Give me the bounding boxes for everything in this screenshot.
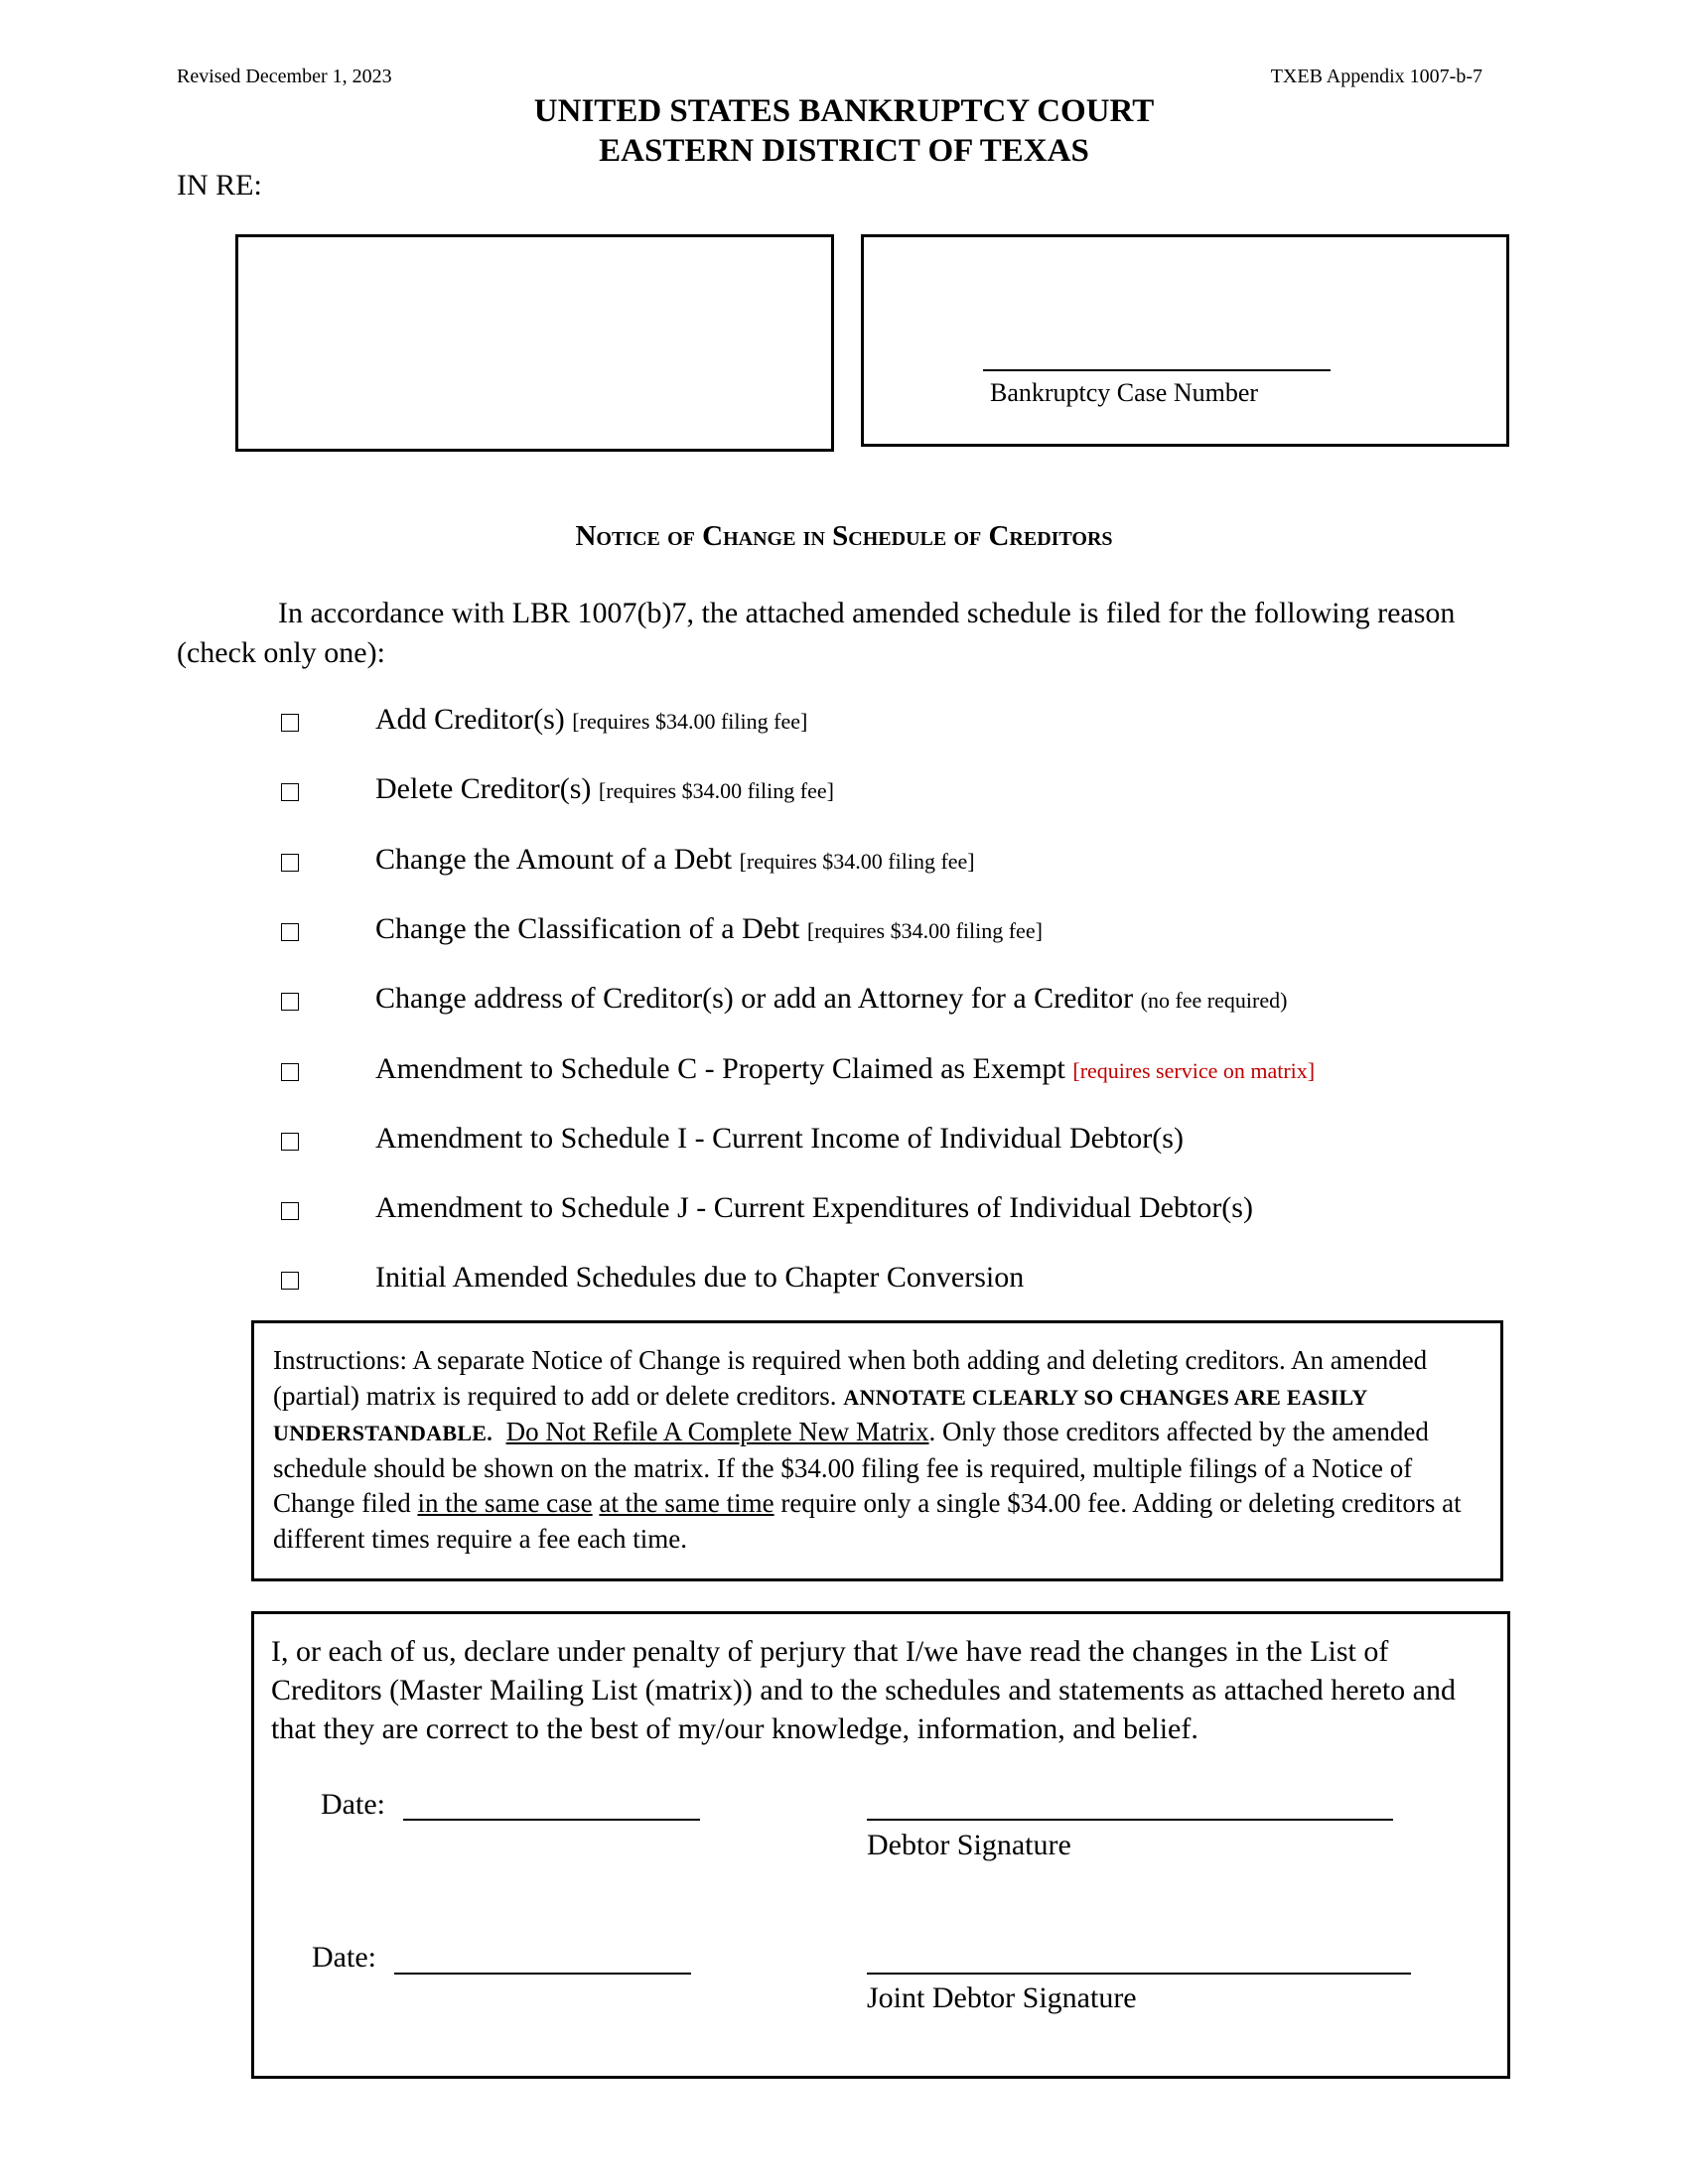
reason-option-label: Amendment to Schedule C - Property Claimed as Exempt xyxy=(375,1052,1065,1085)
reason-option-fee-note: [requires $34.00 filing fee] xyxy=(806,918,1043,943)
notice-title: Notice of Change in Schedule of Creditors xyxy=(575,520,1113,552)
debtor-signature-line[interactable] xyxy=(867,1819,1393,1821)
reason-option-label: Change the Amount of a Debt xyxy=(375,843,733,876)
reason-option xyxy=(375,772,834,806)
case-number-line xyxy=(983,369,1331,371)
reason-checkbox[interactable] xyxy=(281,783,299,801)
reason-checkbox[interactable] xyxy=(281,854,299,872)
reason-option-label: Initial Amended Schedules due to Chapter Conversion xyxy=(375,1261,1025,1294)
date-label-2: Date: xyxy=(312,1941,376,1974)
reason-option-label: Change address of Creditor(s) or add an Attorney for a Creditor xyxy=(375,982,1134,1015)
date-label-1: Date: xyxy=(321,1788,385,1821)
reason-option-label: Change the Classification of a Debt xyxy=(375,912,800,945)
date-field-1[interactable] xyxy=(403,1819,700,1821)
instructions-emphasis: ANNOTATE CLEARLY SO CHANGES ARE EASILY UNDERSTANDABLE. xyxy=(273,1384,1367,1445)
reason-checkbox[interactable] xyxy=(281,1063,299,1081)
reason-option-fee-note: [requires $34.00 filing fee] xyxy=(572,709,808,734)
reason-checkbox[interactable] xyxy=(281,714,299,732)
reason-checkbox[interactable] xyxy=(281,993,299,1011)
intro-paragraph: In accordance with LBR 1007(b)7, the attached amended schedule is filed for the following reason (check only one): xyxy=(177,597,1456,669)
revised-date: Revised December 1, 2023 xyxy=(177,66,392,87)
reason-option-label: Delete Creditor(s) xyxy=(375,772,592,805)
case-number-label: Bankruptcy Case Number xyxy=(990,378,1259,407)
reason-option-fee-note: (no fee required) xyxy=(1140,988,1288,1013)
reason-option xyxy=(375,1261,1024,1295)
reason-option-fee-note: [requires $34.00 filing fee] xyxy=(739,849,975,874)
reason-option-label: Amendment to Schedule J - Current Expenditures of Individual Debtor(s) xyxy=(375,1191,1253,1224)
court-district: EASTERN DISTRICT OF TEXAS xyxy=(599,133,1089,169)
instructions-text: Instructions: A separate Notice of Change is required when both adding and deleting creditors. An amended (partial) matrix is required to add or delete creditors. ANNOTATE CLEARLY SO CHANGES ARE EASILY UNDERSTANDABLE. Do Not Refile A Complete New Matrix. Only those creditors affected by the amended schedule should be shown on the matrix. If the $34.00 filing fee is required, multiple filings of a Notice of Change filed in the same case at the same time require only a single $34.00 fee. Adding or deleting creditors at different times require a fee each time. xyxy=(273,1345,1462,1554)
instructions-box xyxy=(251,1320,1503,1581)
appendix-number: TXEB Appendix 1007-b-7 xyxy=(1270,66,1482,87)
reason-option-fee-note: [requires service on matrix] xyxy=(1072,1058,1316,1083)
reason-option xyxy=(375,1191,1253,1225)
reason-option xyxy=(375,1122,1184,1156)
joint-debtor-signature-line[interactable] xyxy=(867,1973,1411,1975)
reason-option-fee-note: [requires $34.00 filing fee] xyxy=(598,778,834,803)
reason-checkbox[interactable] xyxy=(281,923,299,941)
date-field-2[interactable] xyxy=(394,1973,691,1975)
reason-option xyxy=(375,982,1287,1016)
in-re-label: IN RE: xyxy=(177,169,262,202)
declaration-box xyxy=(251,1611,1510,2079)
reason-checkbox[interactable] xyxy=(281,1272,299,1290)
reason-option xyxy=(375,843,975,877)
court-name: UNITED STATES BANKRUPTCY COURT xyxy=(533,93,1155,129)
reason-option-label: Add Creditor(s) xyxy=(375,703,565,736)
debtor-name-box[interactable] xyxy=(235,234,834,452)
declaration-text: I, or each of us, declare under penalty of perjury that I/we have read the changes in the List of Creditors (Master Mailing List (matrix)) and to the schedules and statements as attached hereto and that they are correct to the best of my/our knowledge, information, and belief. xyxy=(271,1635,1456,1745)
reason-option xyxy=(375,703,807,737)
reason-option xyxy=(375,1052,1315,1086)
do-not-refile: Do Not Refile A Complete New Matrix xyxy=(505,1417,929,1446)
joint-debtor-signature-label: Joint Debtor Signature xyxy=(867,1981,1137,2014)
reason-option xyxy=(375,912,1043,946)
reason-option-label: Amendment to Schedule I - Current Income of Individual Debtor(s) xyxy=(375,1122,1184,1155)
debtor-signature-label: Debtor Signature xyxy=(867,1829,1071,1861)
reason-checkbox[interactable] xyxy=(281,1133,299,1151)
reason-checkbox[interactable] xyxy=(281,1202,299,1220)
case-number-box[interactable] xyxy=(861,234,1509,447)
